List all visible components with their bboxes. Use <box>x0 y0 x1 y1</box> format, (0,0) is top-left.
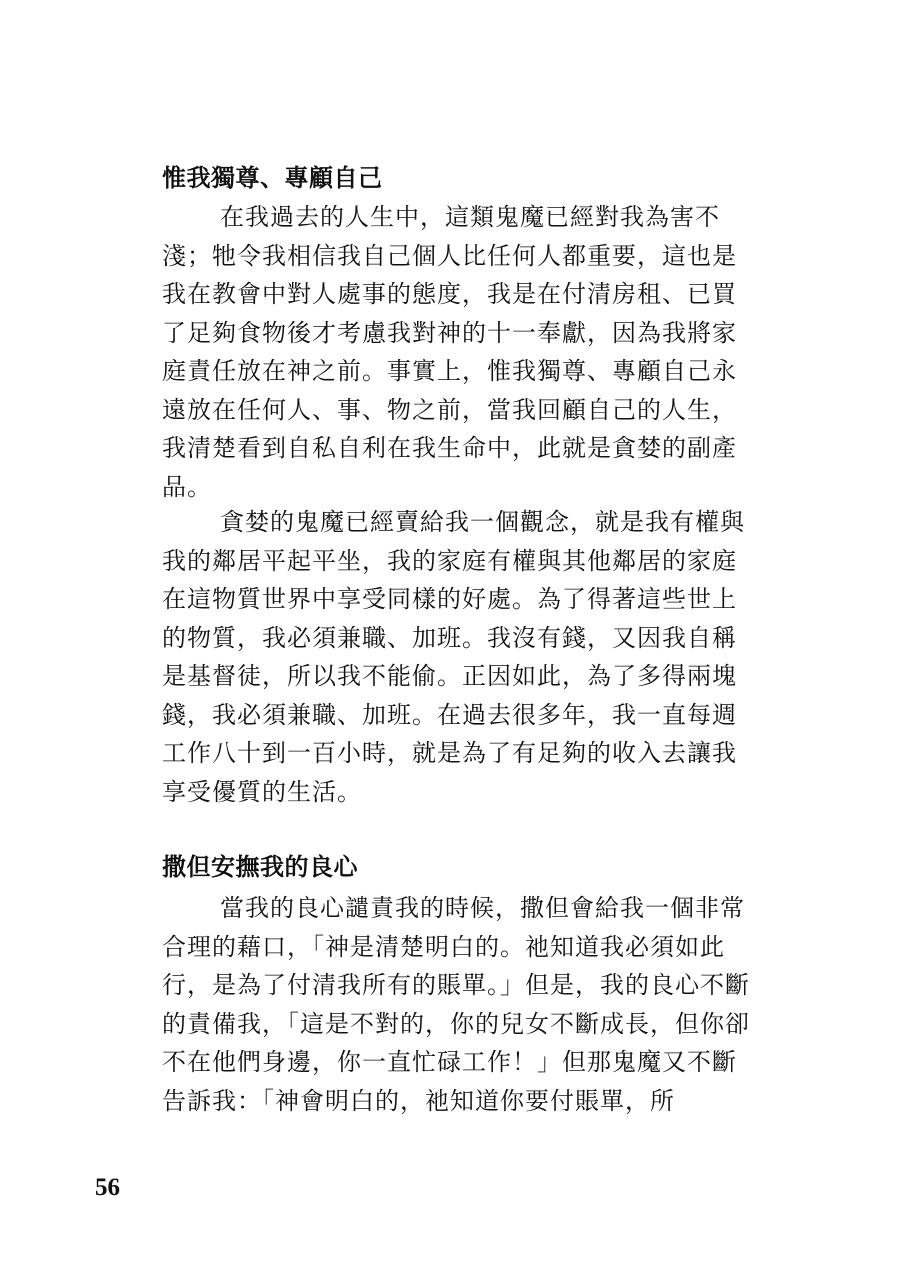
section-heading-selfishness: 惟我獨尊、專顧自己 <box>162 164 383 192</box>
body-paragraph: 貪婪的鬼魔已經賣給我一個觀念，就是我有權與我的鄰居平起平坐，我的家庭有權與其他鄰居的家庭在這物質世界中享受同樣的好處。為了得著這些世上的物質，我必須兼職、加班。我沒有錢，又因我自稱是基督徒，所以我不能偷。正因如此，為了多得兩塊錢，我必須兼職、加班。在過去很多年，我一直每週工作八十到一百小時，就是為了有足夠的收入去讓我享受優質的生活。 <box>162 508 745 806</box>
body-paragraph: 在我過去的人生中，這類鬼魔已經對我為害不淺；牠令我相信我自己個人比任何人都重要，這也是我在教會中對人處事的態度，我是在付清房租、已買了足夠食物後才考慮我對神的十一奉獻，因為我將家庭責任放在神之前。事實上，惟我獨尊、專顧自己永遠放在任何人、事、物之前，當我回顧自己的人生，我清楚看到自私自利在我生命中，此就是貪婪的副產品。 <box>162 203 737 501</box>
page-number: 56 <box>95 1174 120 1201</box>
body-paragraph: 當我的良心譴責我的時候，撒但會給我一個非常合理的藉口，「神是清楚明白的。祂知道我必須如此行，是為了付清我所有的賬單。」但是，我的良心不斷的責備我，「這是不對的，你的兒女不斷成長，但你卻不在他們身邊，你一直忙碌工作！」但那鬼魔又不斷告訴我：「神會明白的，祂知道你要付賬單，所 <box>162 894 750 1115</box>
section-heading-conscience: 撒但安撫我的良心 <box>162 853 358 881</box>
